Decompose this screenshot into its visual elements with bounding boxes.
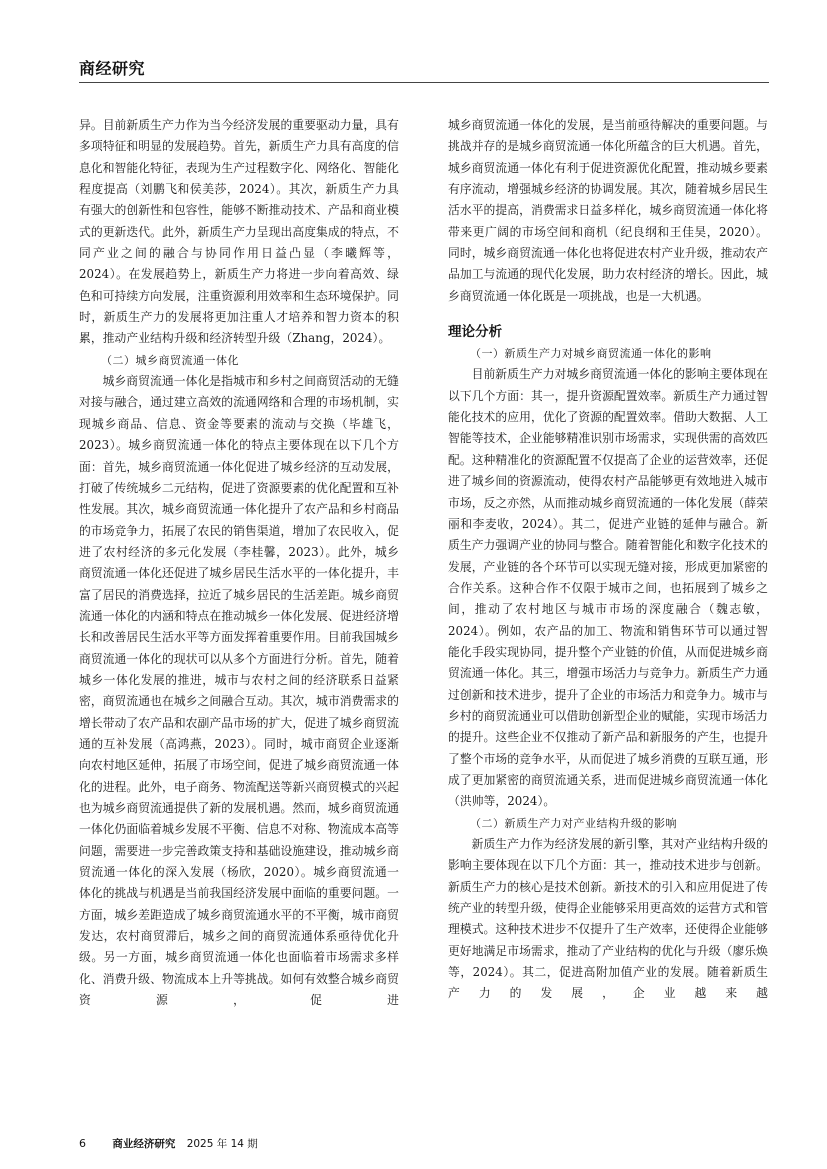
paragraph: 新质生产力作为经济发展的新引擎，其对产业结构升级的影响主要体现在以下几个方面：其一，推动技术进步与创新。新质生产力的核心是技术创新。新技术的引入和应用促进了传统产业的转型升级，使得企业能够采用更高效的运营方式和管理模式。这种技术进步不仅提升了生产效率，还使得企业能够更好地满足市场需求，推动了产业结构的优化与升级（廖乐焕等，2024）。其二，促进高附加值产业的发展。随着新质生产力的发展，企业越来越 [448,837,768,1001]
section-heading: 理论分析 [448,324,503,341]
paragraph: 异。目前新质生产力作为当今经济发展的重要驱动力量，具有多项特征和明显的发展趋势。首先，新质生产力具有高度的信息化和智能化特征，表现为生产过程数字化、网络化、智能化程度提高（刘鹏飞和侯美莎，2024）。其次，新质生产力具有强大的创新性和包容性，能够不断推动技术、产品和商业模式的更新迭代。此外，新质生产力呈现出高度集成的特点，不同产业之间的融合与协同作用日益凸显（李曦辉等，2024）。在发展趋势上，新质生产力将进一步向着高效、绿色和可持续方向发展，注重资源利用效率和生态环境保护。同时，新质生产力的发展将更加注重人才培养和智力资本的积累，推动产业结构升级和经济转型升级（Zhang，2024）。 [79,118,399,346]
paragraph: 城乡商贸流通一体化的发展，是当前亟待解决的重要问题。与挑战并存的是城乡商贸流通一体化所蕴含的巨大机遇。首先，城乡商贸流通一体化有利于促进资源优化配置，推动城乡要素有序流动，增强城乡经济的协调发展。其次，随着城乡居民生活水平的提高，消费需求日益多样化，城乡商贸流通一体化将带来更广阔的市场空间和商机（纪良纲和王佳昊，2020）。同时，城乡商贸流通一体化也将促进农村产业升级，推动农产品加工与流通的现代化发展，助力农村经济的增长。因此，城乡商贸流通一体化既是一项挑战，也是一大机遇。 [448,118,768,303]
paragraph: 城乡商贸流通一体化是指城市和乡村之间商贸活动的无缝对接与融合，通过建立高效的流通网络和合理的市场机制，实现城乡商品、信息、资金等要素的流动与交换（毕雄飞，2023）。城乡商贸流通一体化的特点主要体现在以下几个方面：首先，城乡商贸流通一体化促进了城乡经济的互动发展，打破了传统城乡二元结构，促进了资源要素的优化配置和互补性发展。其次，城乡商贸流通一体化提升了农产品和乡村商品的市场竞争力，拓展了农民的销售渠道，增加了农民收入，促进了农村经济的多元化发展（李桂馨，2023）。此外，城乡商贸流通一体化还促进了城乡居民生活水平的一体化提升，丰富了居民的消费选择，拉近了城乡居民的生活差距。城乡商贸流通一体化的内涵和特点在推动城乡一体化发展、促进经济增长和改善居民生活水平等方面发挥着重要作用。目前我国城乡商贸流通一体化的现状可以从多个方面进行分析。首先，随着城乡一体化发展的推进，城市与农村之间的经济联系日益紧密，商贸流通也在城乡之间融合互动。其次，城市消费需求的增长带动了农产品和农副产品市场的扩大，促进了城乡商贸流通的互补发展（高鸿燕，2023）。同时，城市商贸企业逐渐向农村地区延伸，拓展了市场空间，促进了城乡商贸流通一体化的进程。此外，电子商务、物流配送等新兴商贸模式的兴起也为城乡商贸流通提供了新的发展机遇。然而，城乡商贸流通一体化仍面临着城乡发展不平衡、信息不对称、物流成本高等问题，需要进一步完善政策支持和基础设施建设，推动城乡商贸流通一体化的深入发展（杨欣，2020）。城乡商贸流通一体化的挑战与机遇是当前我国经济发展中面临的重要问题。一方面，城乡差距造成了城乡商贸流通水平的不平衡，城市商贸发达，农村商贸滞后，城乡之间的商贸流通体系亟待优化升级。另一方面，城乡商贸流通一体化也面临着市场需求多样化、消费升级、物流成本上升等挑战。如何有效整合城乡商贸资源，促进 [79,374,399,1008]
footer-issue: 2025 年 14 期 [186,1138,258,1150]
page-header [79,58,769,83]
footer-journal-name: 商业经济研究 [112,1138,176,1150]
journal-title: 商经研究 [79,59,146,78]
page-footer [79,1135,258,1153]
subsection-heading: （二）新质生产力对产业结构升级的影响 [470,816,677,830]
paragraph: 目前新质生产力对城乡商贸流通一体化的影响主要体现在以下几个方面：其一，提升资源配置效率。新质生产力通过智能化技术的应用，优化了资源的配置效率。借助大数据、人工智能等技术，企业能够精准识别市场需求，实现供需的高效匹配。这种精准化的资源配置不仅提高了企业的运营效率，还促进了城乡间的资源流动，使得农村产品能够更有效地进入城市市场，反之亦然，从而推动城乡商贸流通的一体化发展（薛荣丽和李麦收，2024）。其二，促进产业链的延伸与融合。新质生产力强调产业的协同与整合。随着智能化和数字化技术的发展，产业链的各个环节可以实现无缝对接，形成更加紧密的合作关系。这种合作不仅限于城市之间，也拓展到了城乡之间，推动了农村地区与城市市场的深度融合（魏志敏，2024）。例如，农产品的加工、物流和销售环节可以通过智能化手段实现协同，提升整个产业链的价值，从而促进城乡商贸流通一体化。其三，增强市场活力与竞争力。新质生产力通过创新和技术进步，提升了企业的市场活力和竞争力。城市与乡村的商贸流通业可以借助创新型企业的赋能，实现市场活力的提升。这些企业不仅推动了新产品和新服务的产生，也提升了整个市场的竞争水平，从而促进了城乡消费的互联互通，形成了更加紧密的商贸流通关系，进而促进城乡商贸流通一体化（洪帅等，2024）。 [448,367,768,809]
left-column [79,115,399,1011]
subsection-heading: （一）新质生产力对城乡商贸流通一体化的影响 [470,347,712,361]
page-number: 6 [79,1137,86,1150]
right-column [448,115,768,1005]
subsection-heading: （二）城乡商贸流通一体化 [101,353,239,367]
